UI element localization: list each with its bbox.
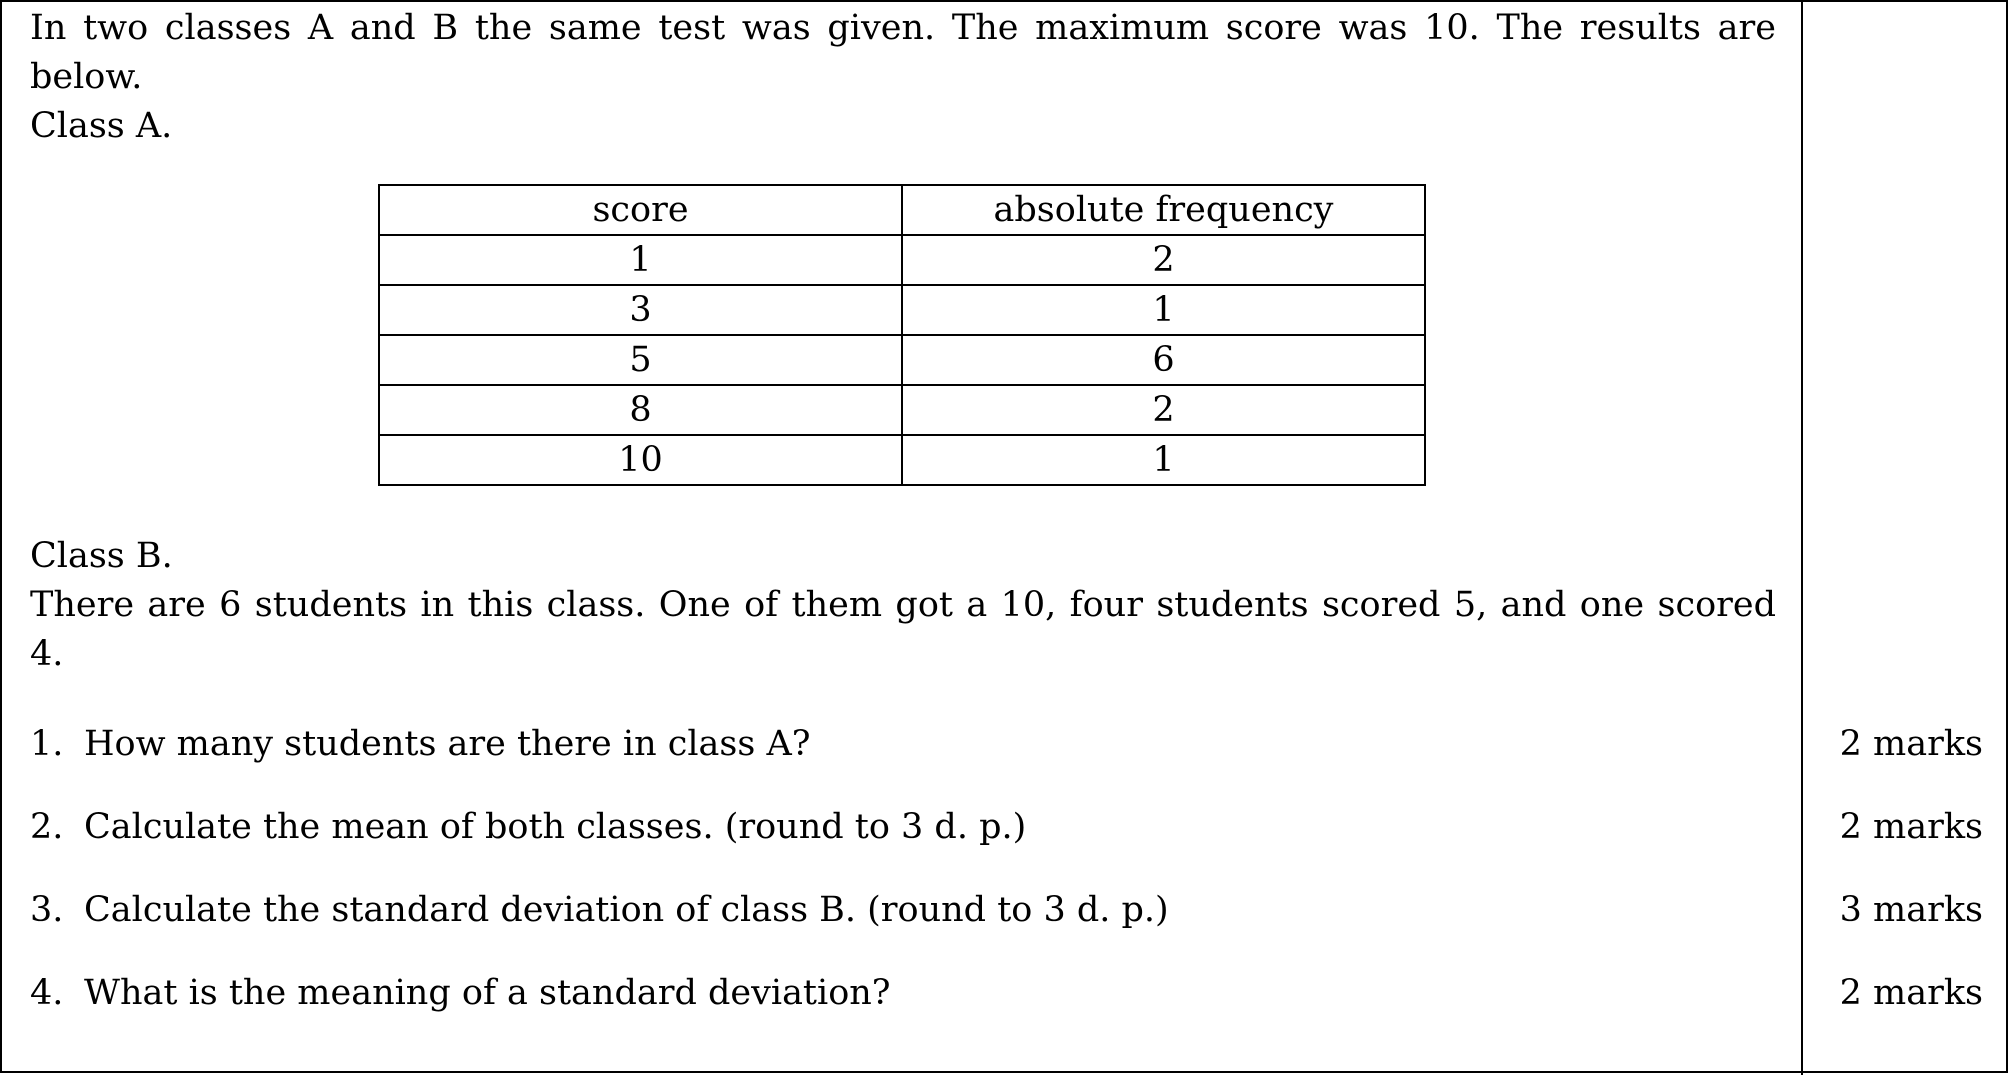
class-b-description: There are 6 students in this class. One of them got a 10, four students scored 5, and one scored 4.: [30, 585, 1776, 674]
score-column-header: score: [379, 185, 902, 235]
score-cell: 8: [379, 385, 902, 435]
frequency-cell: 1: [902, 285, 1425, 335]
question-item: [2, 720, 1982, 803]
table-header-row: [379, 185, 1425, 235]
question-item: [2, 803, 1982, 886]
question-text: How many students are there in class A?: [84, 724, 811, 764]
class-a-heading: Class A.: [30, 106, 173, 146]
question-text: Calculate the standard deviation of class B. (round to 3 d. p.): [84, 890, 1169, 930]
question-marks: 2 marks: [1839, 807, 1983, 847]
question-marks: 2 marks: [1839, 724, 1983, 764]
question-number: 1.: [30, 724, 64, 764]
question-number: 3.: [30, 890, 64, 930]
score-cell: 3: [379, 285, 902, 335]
table-row: [379, 435, 1425, 485]
question-text: What is the meaning of a standard deviation?: [84, 973, 891, 1013]
table-row: [379, 285, 1425, 335]
score-cell: 5: [379, 335, 902, 385]
table-row: [379, 235, 1425, 285]
class-a-frequency-table: [378, 184, 1426, 486]
intro-text: In two classes A and B the same test was given. The maximum score was 10. The results are below.: [30, 8, 1776, 97]
question-number: 4.: [30, 973, 64, 1013]
frequency-cell: 2: [902, 235, 1425, 285]
question-number: 2.: [30, 807, 64, 847]
question-item: [2, 969, 1982, 1052]
question-marks: 3 marks: [1839, 890, 1983, 930]
question-item: [2, 886, 1982, 969]
question-text: Calculate the mean of both classes. (round to 3 d. p.): [84, 807, 1027, 847]
question-list: [2, 720, 1982, 1052]
frequency-cell: 2: [902, 385, 1425, 435]
question-marks: 2 marks: [1839, 973, 1983, 1013]
frequency-cell: 6: [902, 335, 1425, 385]
table-row: [379, 335, 1425, 385]
score-cell: 10: [379, 435, 902, 485]
class-b-heading: Class B.: [30, 536, 173, 576]
score-cell: 1: [379, 235, 902, 285]
table-row: [379, 385, 1425, 435]
frequency-column-header: absolute frequency: [902, 185, 1425, 235]
frequency-cell: 1: [902, 435, 1425, 485]
